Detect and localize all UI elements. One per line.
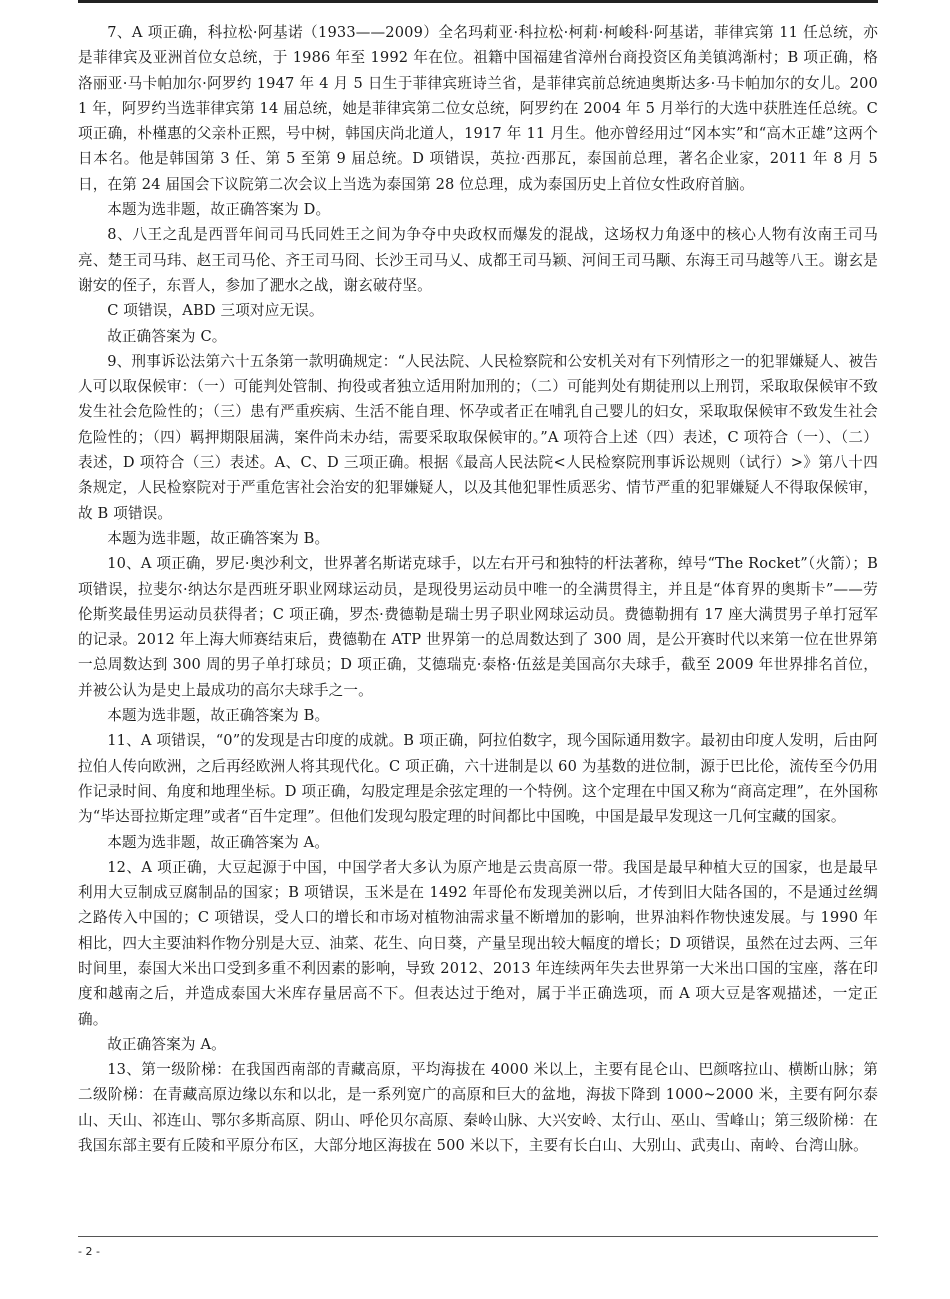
- answer-12-conclusion: 故正确答案为 A。: [107, 1035, 226, 1053]
- answer-12-explanation: 12、A 项正确，大豆起源于中国，中国学者大多认为原产地是云贵高原一带。我国是最早种植大豆的国家，也是最早利用大豆制成豆腐制品的国家；B 项错误，玉米是在 1492 年哥伦布发现美洲以后，才传到旧大陆各国的，不是通过丝绸之路传入中国的；C 项错误，受人口的增长和市场对植物油需求量不断增加的影响，世界油料作物快速发展。与 1990 年相比，四大主要油料作物分别是大豆、油菜、花生、向日葵，产量呈现出较大幅度的增长；D 项错误，虽然在过去两、三年时间里，泰国大米出口受到多重不利因素的影响，导致 2012、2013 年连续两年失去世界第一大米出口国的宝座，落在印度和越南之后，并造成泰国大米库存量居高不下。但表达过于绝对，属于半正确选项，而 A 项大豆是客观描述，一定正确。: [78, 858, 878, 1028]
- answer-10-conclusion: 本题为选非题，故正确答案为 B。: [107, 707, 330, 725]
- footer-rule: [78, 1236, 878, 1237]
- answer-8-explanation: 8、八王之乱是西晋年间司马氏同姓王之间为争夺中央政权而爆发的混战，这场权力角逐中的核心人物有汝南王司马亮、楚王司马玮、赵王司马伦、齐王司马冏、长沙王司马乂、成都王司马颖、河间王司马颙、东海王司马越等八王。谢玄是谢安的侄子，东晋人，参加了淝水之战，谢玄破苻坚。: [78, 226, 878, 294]
- page-number: - 2 -: [78, 1245, 100, 1258]
- answer-7-conclusion: 本题为选非题，故正确答案为 D。: [107, 201, 331, 219]
- answer-11-explanation: 11、A 项错误，“0”的发现是古印度的成就。B 项正确，阿拉伯数字，现今国际通用数字。最初由印度人发明，后由阿拉伯人传向欧洲，之后再经欧洲人将其现代化。C 项正确，六十进制是以 60 为基数的进位制，源于巴比伦，流传至今仍用作记录时间、角度和地理坐标。D 项正确，勾股定理是余弦定理的一个特例。这个定理在中国又称为“商高定理”，在外国称为“毕达哥拉斯定理”或者“百牛定理”。但他们发现勾股定理的时间都比中国晚，中国是最早发现这一几何宝藏的国家。: [78, 732, 878, 826]
- header-rule: [78, 0, 878, 3]
- document-body: [78, 20, 878, 1158]
- answer-11-conclusion: 本题为选非题，故正确答案为 A。: [107, 833, 330, 851]
- answer-9-conclusion: 本题为选非题，故正确答案为 B。: [107, 529, 330, 547]
- answer-7-explanation: 7、A 项正确，科拉松·阿基诺（1933——2009）全名玛莉亚·科拉松·柯莉·柯峻科·阿基诺，菲律宾第 11 任总统，亦是菲律宾及亚洲首位女总统，于 1986 年至 1992 年在位。祖籍中国福建省漳州台商投资区角美镇鸿渐村；B 项正确，格洛丽亚·马卡帕加尔·阿罗约 1947 年 4 月 5 日生于菲律宾班诗兰省，是菲律宾前总统迪奥斯达多·马卡帕加尔的女儿。2001 年，阿罗约当选菲律宾第 14 届总统，她是菲律宾第二位女总统，阿罗约在 2004 年 5 月举行的大选中获胜连任总统。C 项正确，朴槿惠的父亲朴正熙，号中树，韩国庆尚北道人，1917 年 11 月生。他亦曾经用过“冈本实”和“高木正雄”这两个日本名。他是韩国第 3 任、第 5 至第 9 届总统。D 项错误，英拉·西那瓦，泰国前总理，著名企业家，2011 年 8 月 5 日，在第 24 届国会下议院第二次会议上当选为泰国第 28 位总理，成为泰国历史上首位女性政府首脑。: [78, 24, 878, 193]
- answer-10-explanation: 10、A 项正确，罗尼·奥沙利文，世界著名斯诺克球手，以左右开弓和独特的杆法著称，绰号“The Rocket”（火箭）；B 项错误，拉斐尔·纳达尔是西班牙职业网球运动员，是现役男运动员中唯一的全满贯得主，并且是“体育界的奥斯卡”——劳伦斯奖最佳男运动员获得者；C 项正确，罗杰·费德勒是瑞士男子职业网球运动员。费德勒拥有 17 座大满贯男子单打冠军的记录。2012 年上海大师赛结束后，费德勒在 ATP 世界第一的总周数达到了 300 周，是公开赛时代以来第一位在世界第一总周数达到 300 周的男子单打球员；D 项正确，艾德瑞克·泰格·伍兹是美国高尔夫球手，截至 2009 年世界排名首位，并被公认为是史上最成功的高尔夫球手之一。: [78, 555, 878, 699]
- answer-9-explanation: 9、刑事诉讼法第六十五条第一款明确规定：“人民法院、人民检察院和公安机关对有下列情形之一的犯罪嫌疑人、被告人可以取保候审：（一）可能判处管制、拘役或者独立适用附加刑的；（二）可能判处有期徒刑以上刑罚，采取取保候审不致发生社会危险性的；（三）患有严重疾病、生活不能自理、怀孕或者正在哺乳自己婴儿的妇女，采取取保候审不致发生社会危险性的；（四）羁押期限届满，案件尚未办结，需要采取取保候审的。”A 项符合上述（四）表述，C 项符合（一）、（二）表述，D 项符合（三）表述。A、C、D 三项正确。根据《最高人民法院<人民检察院刑事诉讼规则（试行）>》第八十四条规定，人民检察院对于严重危害社会治安的犯罪嫌疑人，以及其他犯罪性质恶劣、情节严重的犯罪嫌疑人不得取保候审，故 B 项错误。: [78, 352, 878, 522]
- answer-8-conclusion: 故正确答案为 C。: [107, 327, 227, 345]
- answer-13-explanation: 13、第一级阶梯：在我国西南部的青藏高原，平均海拔在 4000 米以上，主要有昆仑山、巴颜喀拉山、横断山脉；第二级阶梯：在青藏高原边缘以东和以北，是一系列宽广的高原和巨大的盆地，海拔下降到 1000~2000 米，主要有阿尔泰山、天山、祁连山、鄂尔多斯高原、阴山、呼伦贝尔高原、秦岭山脉、大兴安岭、太行山、巫山、雪峰山；第三级阶梯：在我国东部主要有丘陵和平原分布区，大部分地区海拔在 500 米以下，主要有长白山、大别山、武夷山、南岭、台湾山脉。: [78, 1061, 878, 1155]
- answer-8-note: C 项错误，ABD 三项对应无误。: [107, 302, 324, 320]
